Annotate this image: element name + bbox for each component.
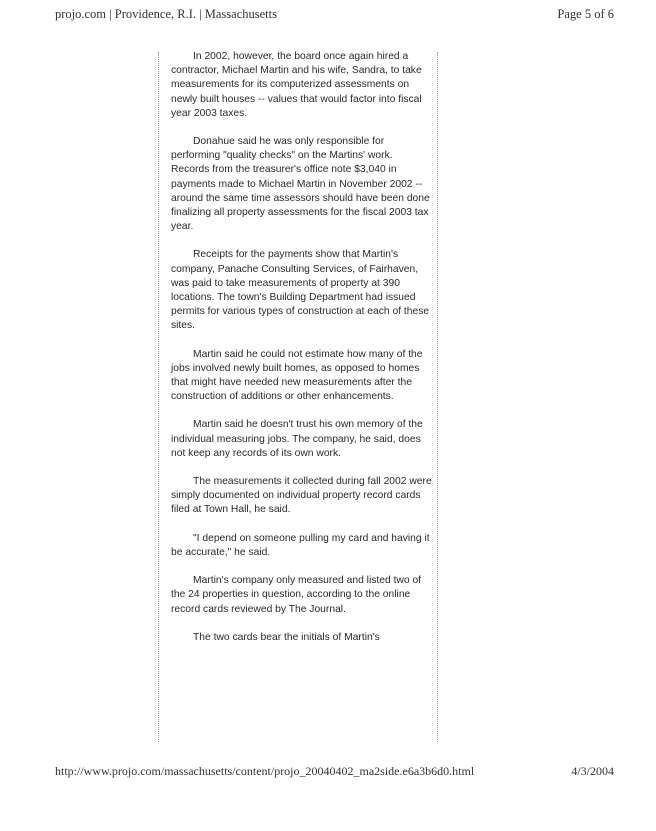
column-rule-right xyxy=(437,52,438,742)
article-paragraph: "I depend on someone pulling my card and having it be accurate," he said. xyxy=(171,532,430,558)
article-paragraph: Martin's company only measured and listed two of the 24 properties in question, according to the online record cards reviewed by The Journal. xyxy=(171,575,422,615)
page-footer-url: http://www.projo.com/massachusetts/content/projo_20040402_ma2side.e6a3b6d0.html xyxy=(55,764,475,778)
article-paragraph: In 2002, however, the board once again hired a contractor, Michael Martin and his wife, Sandra, to take measurements for its computerized assessments on newly built houses -- values that would factor into fiscal year 2003 taxes. xyxy=(171,51,422,119)
article-paragraph: The measurements it collected during fall 2002 were simply documented on individual property record cards filed at Town Hall, he said. xyxy=(171,476,432,516)
article-paragraph: Donahue said he was only responsible for performing "quality checks" on the Martins' work. Records from the treasurer's office note $3,040 in payments made to Michael Martin in November 2002 -- around the same time assessors should have been done finalizing all property assessments for the fiscal 2003 tax year. xyxy=(171,136,430,233)
article-paragraph: Martin said he could not estimate how many of the jobs involved newly built homes, as opposed to homes that might have needed new measurements after the construction of additions or other enhancements. xyxy=(171,348,423,403)
article-body xyxy=(171,50,433,659)
column-rule-left xyxy=(158,52,159,742)
page-footer-date: 4/3/2004 xyxy=(571,764,614,778)
article-paragraph: Receipts for the payments show that Martin's company, Panache Consulting Services, of Fairhaven, was paid to take measurements of property at 390 locations. The town's Building Department had issued permits for various types of construction at each of these sites. xyxy=(171,249,430,332)
article-paragraph: The two cards bear the initials of Martin's xyxy=(193,631,380,643)
page-number: Page 5 of 6 xyxy=(557,7,614,21)
article-paragraph: Martin said he doesn't trust his own memory of the individual measuring jobs. The company, he said, does not keep any records of its own work. xyxy=(171,419,423,459)
page-header-source: projo.com | Providence, R.I. | Massachusetts xyxy=(55,7,277,21)
